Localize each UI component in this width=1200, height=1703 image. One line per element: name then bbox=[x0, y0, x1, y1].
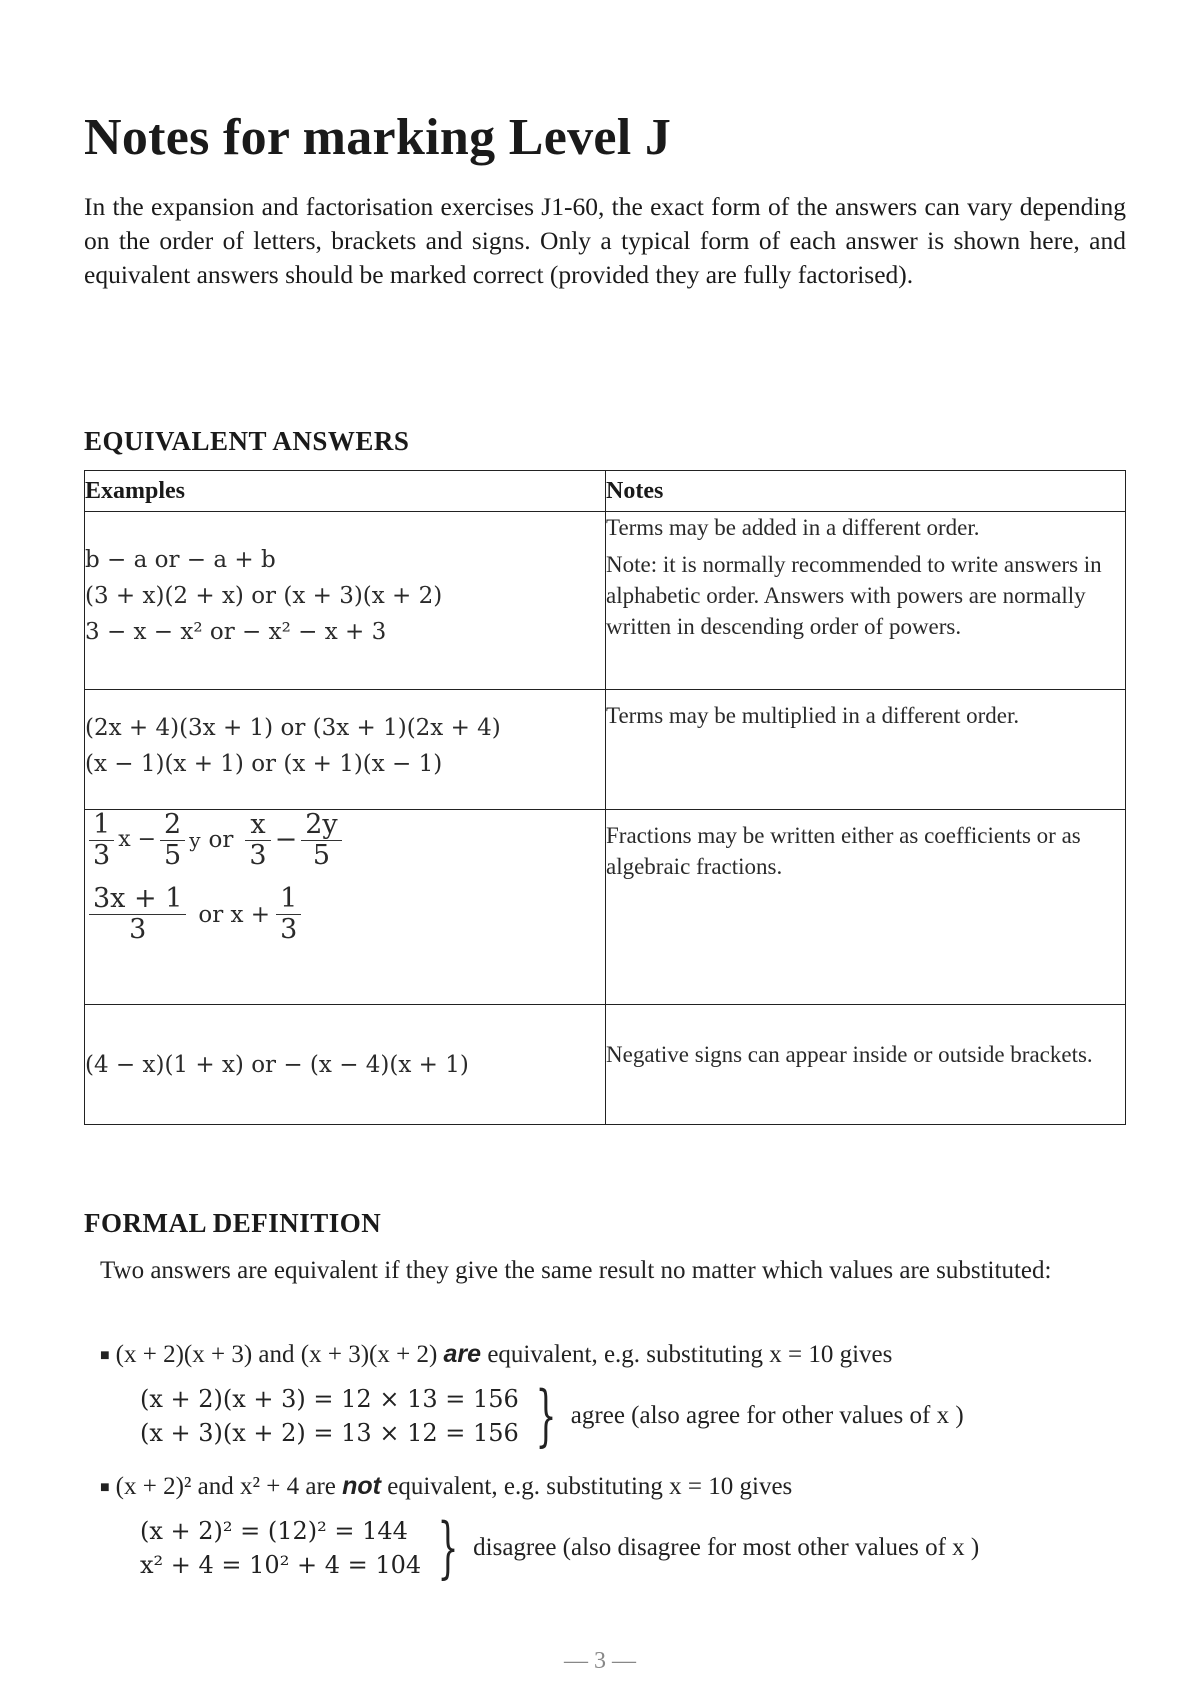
table-row bbox=[85, 690, 1126, 810]
equivalent-answers-table bbox=[84, 470, 1126, 1125]
note-text: Fractions may be written either as coefficients or as algebraic fractions. bbox=[606, 823, 1081, 879]
fraction-example-algebraic bbox=[85, 884, 605, 944]
note-text: Negative signs can appear inside or outside brackets. bbox=[606, 1042, 1093, 1067]
term-text: x − bbox=[118, 827, 157, 853]
right-brace: } bbox=[437, 1509, 459, 1586]
fraction-numerator: 2y bbox=[301, 810, 341, 841]
emphasis-not: not bbox=[342, 1472, 381, 1500]
fraction-denominator: 5 bbox=[312, 839, 330, 871]
examples-column-header: Examples bbox=[85, 471, 606, 512]
fraction-denominator: 3 bbox=[129, 914, 147, 946]
note-text: Terms may be added in a different order. bbox=[606, 515, 980, 540]
table-row bbox=[85, 810, 1126, 1005]
notes-column-header: Notes bbox=[606, 471, 1126, 512]
fraction-denominator: 5 bbox=[164, 839, 182, 871]
notes-cell bbox=[606, 512, 1126, 690]
fraction-denominator: 3 bbox=[93, 839, 111, 871]
fraction-numerator: 2 bbox=[160, 810, 185, 841]
bullet-text-post: equivalent, e.g. substituting x = 10 gives bbox=[381, 1473, 793, 1500]
calc-line: (x + 2)² = (12)² = 144 bbox=[140, 1517, 408, 1545]
example-line: b − a or − a + b bbox=[85, 547, 276, 573]
bullet-not-equivalent-example bbox=[100, 1472, 792, 1501]
formal-definition-heading: FORMAL DEFINITION bbox=[84, 1208, 382, 1238]
examples-cell bbox=[85, 512, 606, 690]
example-line: (2x + 4)(3x + 1) or (3x + 1)(2x + 4) bbox=[85, 715, 501, 741]
notes-cell bbox=[606, 690, 1126, 810]
example-line: (3 + x)(2 + x) or (x + 3)(x + 2) bbox=[85, 583, 443, 609]
example-line: (4 − x)(1 + x) or − (x − 4)(x + 1) bbox=[85, 1051, 469, 1078]
examples-cell bbox=[85, 1005, 606, 1125]
fraction-numerator: 3x + 1 bbox=[89, 884, 186, 915]
right-brace: } bbox=[535, 1377, 557, 1454]
notes-cell bbox=[606, 810, 1126, 1005]
fraction-example-coefficients bbox=[85, 810, 605, 870]
bullet-text-post: equivalent, e.g. substituting x = 10 gives bbox=[481, 1341, 893, 1368]
fraction-numerator: 1 bbox=[89, 810, 114, 841]
fraction-numerator: x bbox=[245, 810, 270, 841]
formal-definition-text: Two answers are equivalent if they give the same result no matter which values are substituted: bbox=[100, 1257, 1052, 1284]
table-header-row bbox=[85, 471, 1126, 512]
bullet-dot: ■ bbox=[100, 1479, 110, 1497]
bullet-text-pre: (x + 2)² and x² + 4 are bbox=[115, 1473, 343, 1500]
substitution-disagree bbox=[140, 1509, 980, 1586]
term-text: y bbox=[189, 828, 201, 853]
equivalent-answers-heading: EQUIVALENT ANSWERS bbox=[84, 426, 410, 456]
bullet-text-pre: (x + 2)(x + 3) and (x + 3)(x + 2) bbox=[115, 1341, 444, 1368]
verdict-text: disagree (also disagree for most other values of x ) bbox=[473, 1534, 980, 1561]
examples-cell bbox=[85, 810, 606, 1005]
table-row bbox=[85, 512, 1126, 690]
page-number: — 3 — bbox=[564, 1648, 636, 1674]
fraction-denominator: 3 bbox=[249, 839, 267, 871]
example-line: 3 − x − x² or − x² − x + 3 bbox=[85, 619, 387, 645]
examples-cell bbox=[85, 690, 606, 810]
example-line: (x − 1)(x + 1) or (x + 1)(x − 1) bbox=[85, 751, 443, 777]
substitution-agree bbox=[140, 1377, 964, 1454]
verdict-text: agree (also agree for other values of x ) bbox=[570, 1402, 964, 1429]
minus-sign: − bbox=[274, 824, 298, 856]
table-row bbox=[85, 1005, 1126, 1125]
or-text: or bbox=[208, 827, 234, 854]
fraction-denominator: 3 bbox=[280, 914, 298, 946]
note-text: Terms may be multiplied in a different order. bbox=[606, 703, 1020, 728]
notes-cell bbox=[606, 1005, 1126, 1125]
or-text: or x + bbox=[198, 901, 271, 928]
page-title: Notes for marking Level J bbox=[84, 109, 672, 166]
calc-line: x² + 4 = 10² + 4 = 104 bbox=[140, 1551, 422, 1579]
fraction-numerator: 1 bbox=[276, 884, 301, 915]
bullet-dot: ■ bbox=[100, 1347, 110, 1365]
note-text: Note: it is normally recommended to write answers in alphabetic order. Answers with powers are normally written in descending order of powers. bbox=[606, 552, 1102, 639]
calc-line: (x + 2)(x + 3) = 12 × 13 = 156 bbox=[140, 1385, 519, 1413]
intro-paragraph: In the expansion and factorisation exercises J1-60, the exact form of the answers can vary depending on the order of letters, brackets and signs. Only a typical form of each answer is shown here, and equivalent answers should be marked correct (provided they are fully factorised). bbox=[84, 192, 1126, 289]
emphasis-are: are bbox=[443, 1340, 482, 1368]
bullet-equivalent-example bbox=[100, 1340, 892, 1369]
calc-line: (x + 3)(x + 2) = 13 × 12 = 156 bbox=[140, 1419, 519, 1447]
